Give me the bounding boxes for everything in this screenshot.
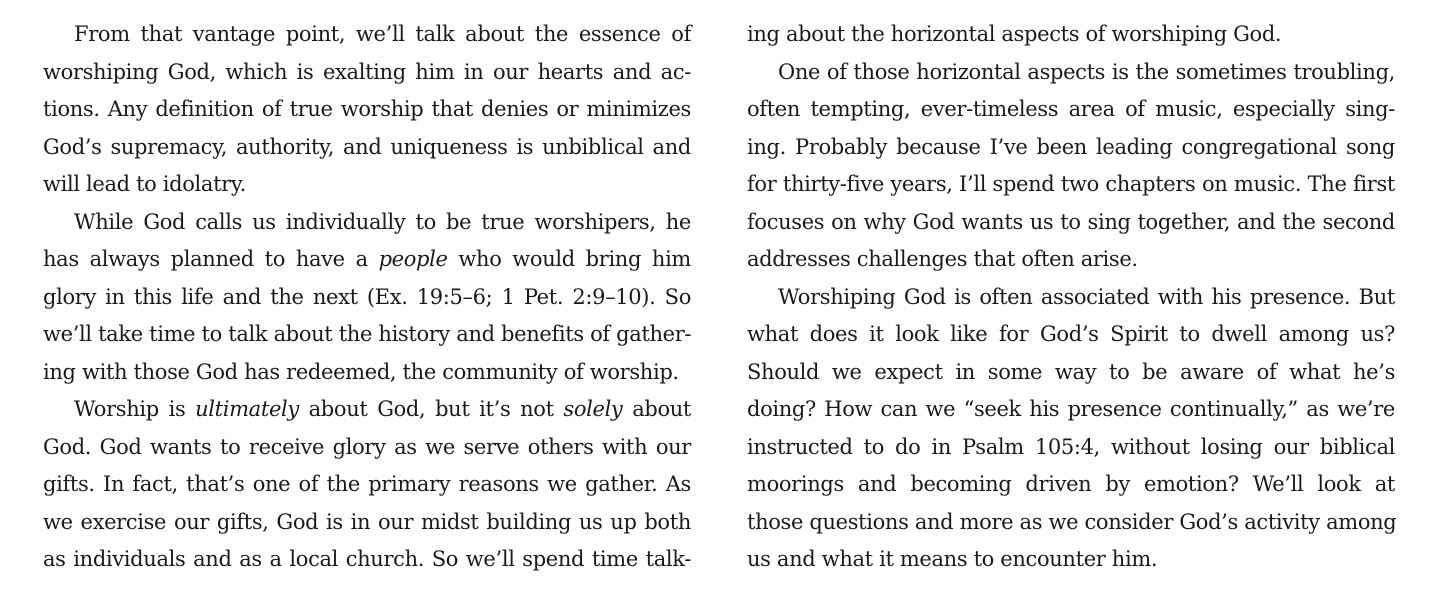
text-segment: Worshiping God is often associated with his presence. But <box>778 284 1395 309</box>
text-segment: While God calls us individually to be true worshipers, he <box>74 209 691 234</box>
text-line <box>747 354 1395 392</box>
text-line <box>43 129 691 167</box>
text-segment: God. God wants to receive glory as we serve others with our <box>43 434 691 459</box>
text-line <box>747 91 1395 129</box>
text-segment: addresses challenges that often arise. <box>747 247 1138 271</box>
text-segment: focuses on why God wants us to sing together, and the second <box>747 209 1395 234</box>
text-segment: ing. Probably because I’ve been leading congregational song <box>747 134 1395 159</box>
text-line <box>747 279 1395 317</box>
text-line <box>43 354 691 392</box>
text-segment: who would bring him <box>447 247 691 271</box>
text-line <box>747 541 1395 579</box>
text-line <box>747 16 1395 54</box>
text-segment: ing about the horizontal aspects of worshiping God. <box>747 22 1282 46</box>
text-line <box>747 204 1395 242</box>
text-segment: often tempting, ever-timeless area of music, especially sing- <box>747 97 1395 121</box>
text-line <box>747 166 1395 204</box>
text-segment: those questions and more as we consider God’s activity among <box>747 509 1397 534</box>
text-segment: has always planned to have a <box>43 247 379 271</box>
text-line <box>747 241 1395 279</box>
text-segment: worshiping God, which is exalting him in our hearts and ac- <box>43 59 691 84</box>
text-segment: us and what it means to encounter him. <box>747 547 1158 571</box>
text-line <box>747 391 1395 429</box>
text-line <box>43 541 691 579</box>
text-segment: moorings and becoming driven by emotion? We’ll look at <box>747 472 1395 496</box>
text-line <box>747 466 1395 504</box>
text-segment: tions. Any definition of true worship that denies or minimizes <box>43 97 691 121</box>
text-segment: God’s supremacy, authority, and uniqueness is unbiblical and <box>43 134 691 159</box>
text-line <box>43 466 691 504</box>
text-segment: glory in this life and the next (Ex. 19:5–6; 1 Pet. 2:9–10). So <box>43 284 691 309</box>
text-line <box>43 316 691 354</box>
text-segment: what does it look like for God’s Spirit to dwell among us? <box>747 322 1395 346</box>
italic-text: people <box>378 247 448 271</box>
text-segment: One of those horizontal aspects is the sometimes troubling, <box>778 59 1395 84</box>
text-segment: Should we expect in some way to be aware of what he’s <box>747 359 1395 384</box>
text-segment: instructed to do in Psalm 105:4, without losing our biblical <box>747 434 1395 459</box>
text-line <box>747 54 1395 92</box>
text-line <box>747 504 1395 542</box>
italic-text: ultimately <box>195 397 299 421</box>
text-segment: about God, but it’s not <box>298 397 564 421</box>
text-segment: Worship is <box>74 397 196 421</box>
text-segment: doing? How can we “seek his presence continually,” as we’re <box>747 397 1395 421</box>
text-segment: we exercise our gifts, God is in our midst building us up both <box>43 509 691 534</box>
italic-text: solely <box>563 397 623 421</box>
text-line <box>747 129 1395 167</box>
text-line <box>747 316 1395 354</box>
text-line <box>43 166 691 204</box>
text-line <box>43 279 691 317</box>
text-segment: for thirty-five years, I’ll spend two chapters on music. The first <box>747 172 1395 196</box>
text-segment: will lead to idolatry. <box>43 172 246 196</box>
text-segment: From that vantage point, we’ll talk about the essence of <box>74 22 691 46</box>
text-segment: as individuals and as a local church. So we’ll spend time talk- <box>43 547 691 571</box>
text-line <box>43 91 691 129</box>
right-column <box>747 16 1395 579</box>
text-line <box>43 204 691 242</box>
text-segment: ing with those God has redeemed, the community of worship. <box>43 359 679 384</box>
text-segment: about <box>622 397 692 421</box>
text-line <box>43 429 691 467</box>
text-line <box>43 391 691 429</box>
text-line <box>747 429 1395 467</box>
text-line <box>43 16 691 54</box>
text-line <box>43 54 691 92</box>
left-column <box>43 16 691 579</box>
text-segment: gifts. In fact, that’s one of the primary reasons we gather. As <box>43 472 691 496</box>
text-line <box>43 504 691 542</box>
text-line <box>43 241 691 279</box>
text-segment: we’ll take time to talk about the history and benefits of gather- <box>43 322 692 346</box>
